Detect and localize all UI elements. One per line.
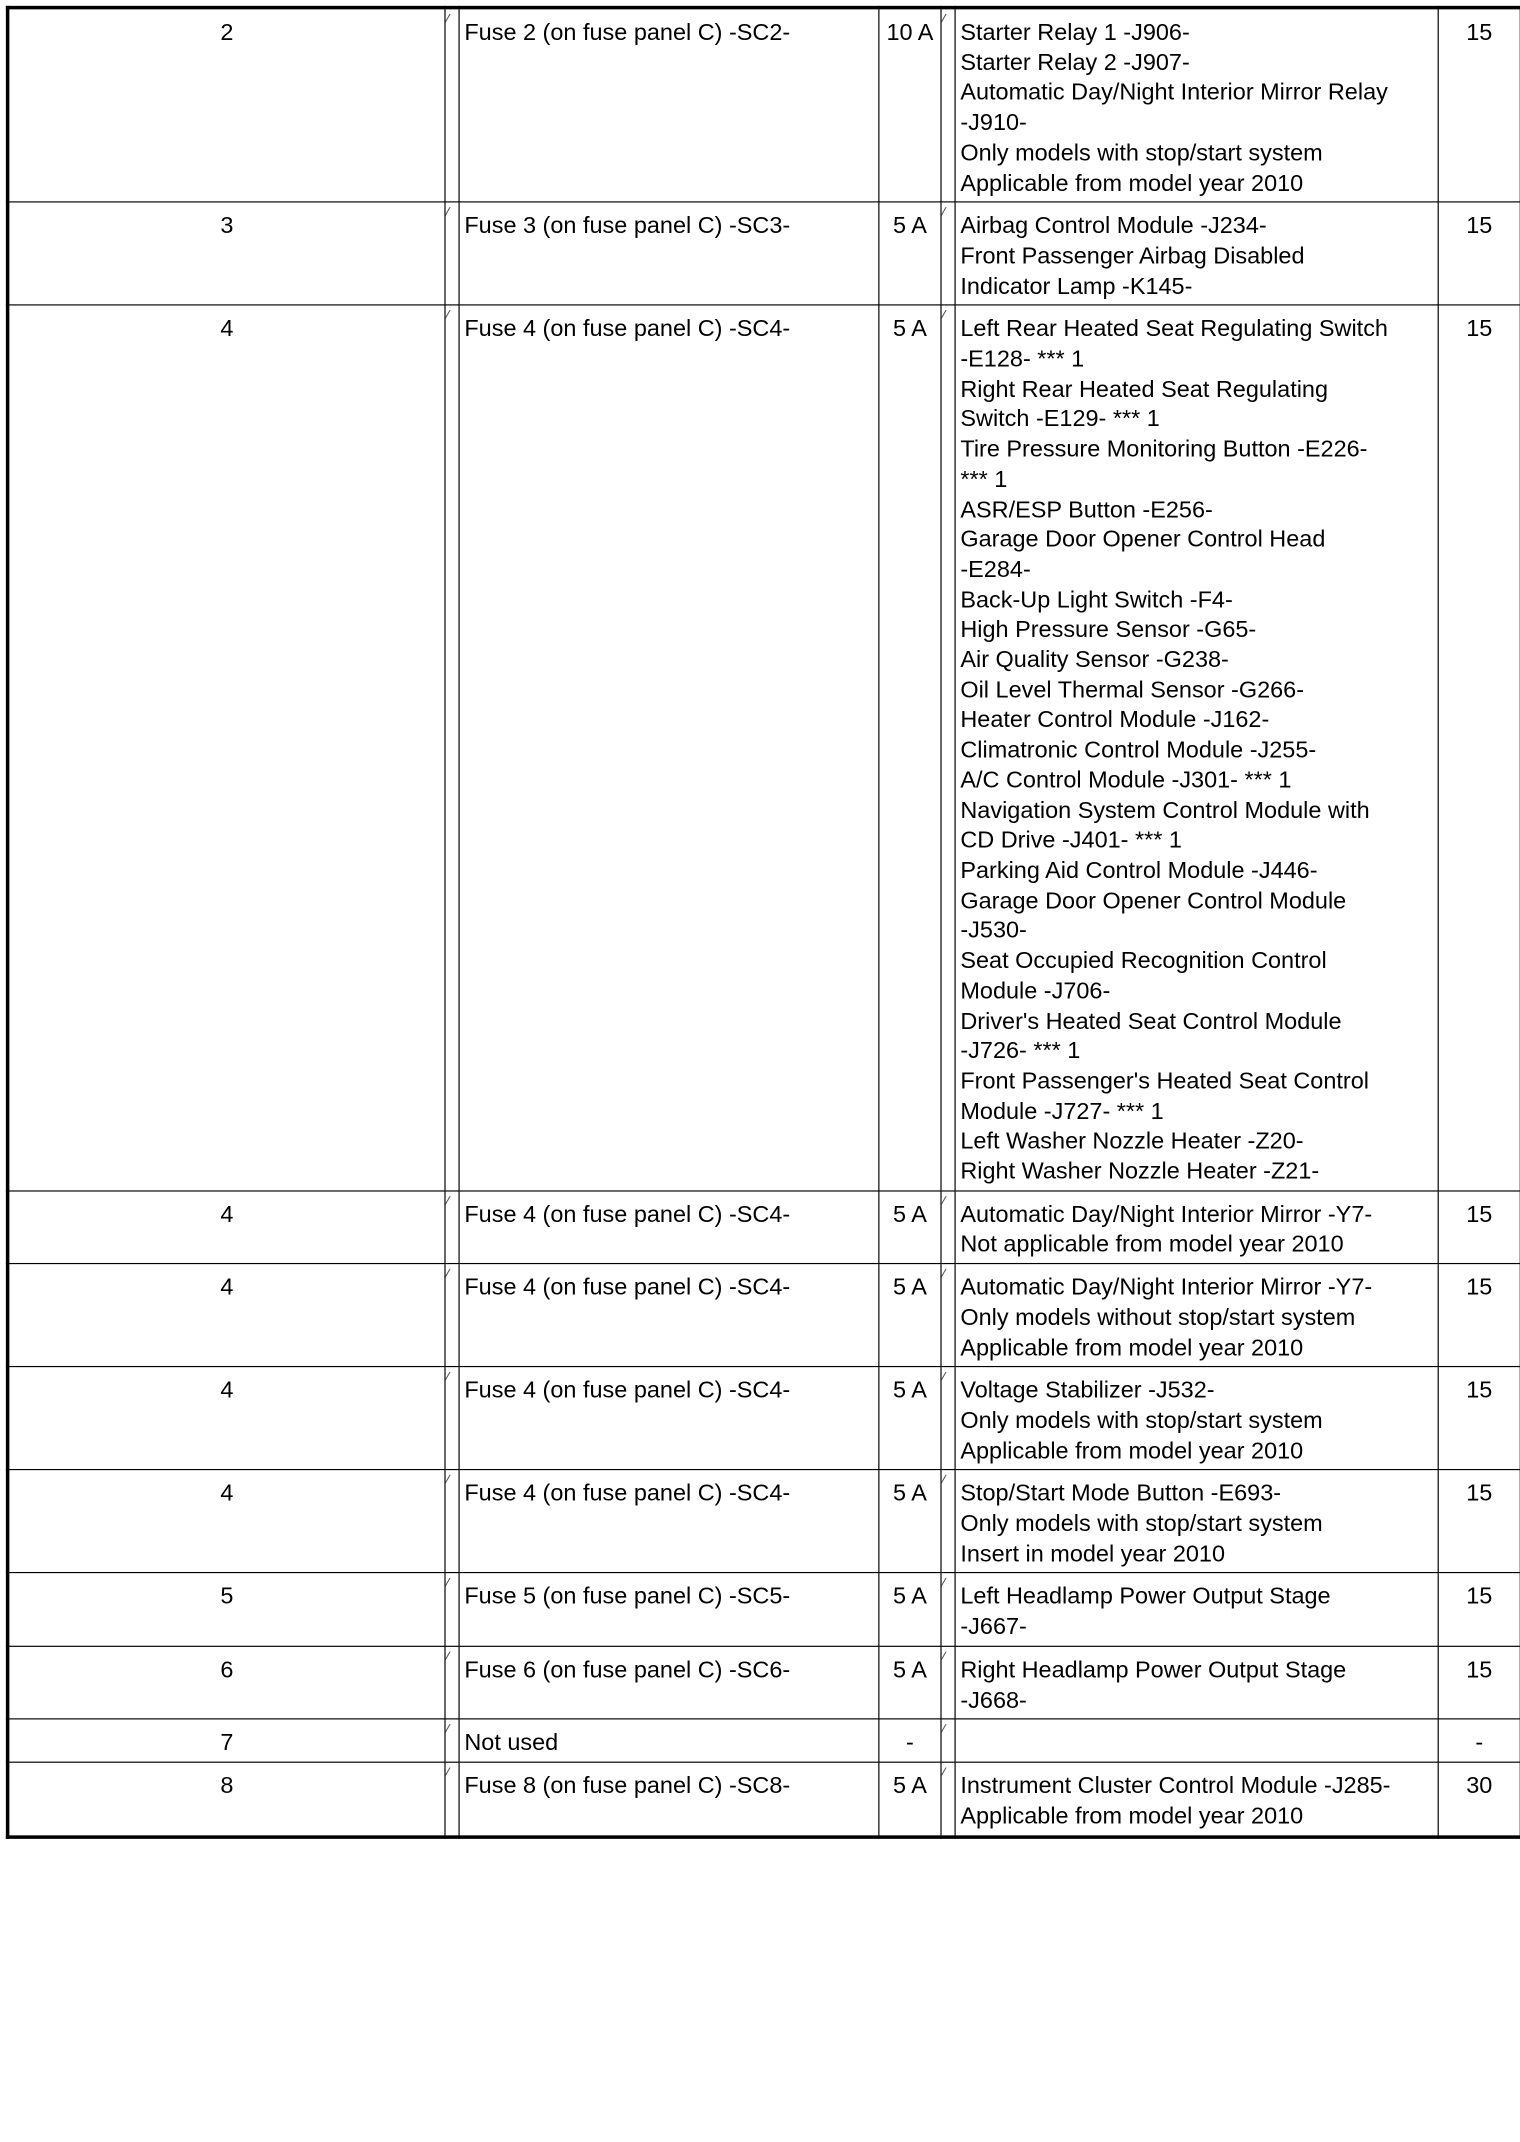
fuse-description-cell: Fuse 4 (on fuse panel C) -SC4- bbox=[459, 1367, 879, 1470]
fuse-number-cell: 6 bbox=[8, 1646, 445, 1719]
fuse-description-cell: Fuse 4 (on fuse panel C) -SC4- bbox=[459, 305, 879, 1190]
component-line: Automatic Day/Night Interior Mirror Relay bbox=[960, 80, 1388, 106]
row-marker-cell bbox=[941, 1762, 955, 1837]
table-row bbox=[8, 1367, 1520, 1470]
components-cell bbox=[955, 1470, 1438, 1573]
fuse-table bbox=[6, 6, 1520, 1839]
row-marker-cell bbox=[941, 1191, 955, 1264]
table-row bbox=[8, 8, 1520, 203]
component-line: Back-Up Light Switch -F4- bbox=[960, 587, 1233, 613]
component-line: Garage Door Opener Control Module bbox=[960, 888, 1347, 914]
component-line: Applicable from model year 2010 bbox=[960, 1438, 1304, 1464]
table-row bbox=[8, 305, 1520, 1190]
component-line: Driver's Heated Seat Control Module bbox=[960, 1008, 1342, 1035]
row-marker-cell bbox=[941, 1470, 955, 1573]
component-line: Left Headlamp Power Output Stage bbox=[960, 1584, 1331, 1610]
row-marker-cell bbox=[941, 1719, 955, 1762]
row-marker-cell bbox=[445, 1264, 459, 1367]
row-marker-cell bbox=[941, 1367, 955, 1470]
component-line: Only models with stop/start system bbox=[960, 140, 1323, 166]
component-line: Only models with stop/start system bbox=[960, 1511, 1323, 1537]
fuse-description-cell: Fuse 8 (on fuse panel C) -SC8- bbox=[459, 1762, 879, 1837]
component-line: -J667- bbox=[960, 1614, 1027, 1641]
terminal-cell: - bbox=[1438, 1719, 1520, 1762]
fuse-number-cell: 4 bbox=[8, 305, 445, 1190]
component-line: Stop/Start Mode Button -E693- bbox=[960, 1481, 1282, 1507]
table-row bbox=[8, 1719, 1520, 1762]
component-line: Oil Level Thermal Sensor -G266- bbox=[960, 677, 1305, 704]
fuse-number-cell: 4 bbox=[8, 1264, 445, 1367]
component-line: Left Rear Heated Seat Regulating Switch bbox=[960, 316, 1388, 343]
component-line: Applicable from model year 2010 bbox=[960, 170, 1304, 197]
fuse-amperage-cell: 5 A bbox=[879, 202, 941, 305]
component-line: -J530- bbox=[960, 918, 1027, 944]
fuse-table-body bbox=[8, 8, 1520, 1837]
component-line: Insert in model year 2010 bbox=[960, 1541, 1226, 1568]
component-line: Starter Relay 1 -J906- bbox=[960, 19, 1190, 46]
terminal-cell: 15 bbox=[1438, 1191, 1520, 1264]
fuse-description-cell: Fuse 6 (on fuse panel C) -SC6- bbox=[459, 1646, 879, 1719]
component-line: Seat Occupied Recognition Control bbox=[960, 948, 1327, 974]
component-line: -E128- *** 1 bbox=[960, 346, 1085, 373]
fuse-amperage-cell: 5 A bbox=[879, 1762, 941, 1837]
table-row bbox=[8, 1646, 1520, 1719]
fuse-number-cell: 3 bbox=[8, 202, 445, 305]
table-row bbox=[8, 1191, 1520, 1264]
component-line: Only models with stop/start system bbox=[960, 1408, 1323, 1434]
row-marker-cell bbox=[445, 1719, 459, 1762]
components-cell bbox=[955, 8, 1438, 203]
component-line: Front Passenger's Heated Seat Control bbox=[960, 1068, 1369, 1095]
components-cell bbox=[955, 1191, 1438, 1264]
row-marker-cell bbox=[445, 1573, 459, 1646]
row-marker-cell bbox=[445, 1191, 459, 1264]
fuse-number-cell: 8 bbox=[8, 1762, 445, 1837]
component-line: Module -J706- bbox=[960, 978, 1111, 1005]
fuse-amperage-cell: 5 A bbox=[879, 305, 941, 1190]
row-marker-cell bbox=[941, 1573, 955, 1646]
fuse-number-cell: 2 bbox=[8, 8, 445, 203]
fuse-number-cell: 4 bbox=[8, 1470, 445, 1573]
row-marker-cell bbox=[941, 1646, 955, 1719]
terminal-cell: 15 bbox=[1438, 8, 1520, 203]
table-row bbox=[8, 202, 1520, 305]
fuse-amperage-cell: 5 A bbox=[879, 1191, 941, 1264]
component-line: Not applicable from model year 2010 bbox=[960, 1231, 1344, 1258]
components-cell bbox=[955, 1719, 1438, 1762]
fuse-description-cell: Fuse 5 (on fuse panel C) -SC5- bbox=[459, 1573, 879, 1646]
component-line: Left Washer Nozzle Heater -Z20- bbox=[960, 1128, 1304, 1155]
components-cell bbox=[955, 1646, 1438, 1719]
component-line: -J668- bbox=[960, 1687, 1027, 1714]
fuse-number-cell: 4 bbox=[8, 1367, 445, 1470]
terminal-cell: 15 bbox=[1438, 202, 1520, 305]
fuse-description-cell: Fuse 4 (on fuse panel C) -SC4- bbox=[459, 1470, 879, 1573]
fuse-description-cell: Not used bbox=[459, 1719, 879, 1762]
fuse-number-cell: 5 bbox=[8, 1573, 445, 1646]
component-line: High Pressure Sensor -G65- bbox=[960, 617, 1257, 644]
component-line: ASR/ESP Button -E256- bbox=[960, 496, 1213, 523]
row-marker-cell bbox=[445, 1470, 459, 1573]
terminal-cell: 15 bbox=[1438, 305, 1520, 1190]
table-row bbox=[8, 1470, 1520, 1573]
fuse-amperage-cell: 5 A bbox=[879, 1646, 941, 1719]
component-line: Garage Door Opener Control Head bbox=[960, 527, 1326, 553]
component-line: Voltage Stabilizer -J532- bbox=[960, 1377, 1215, 1404]
component-line: Applicable from model year 2010 bbox=[960, 1803, 1304, 1830]
row-marker-cell bbox=[445, 202, 459, 305]
fuse-description-cell: Fuse 2 (on fuse panel C) -SC2- bbox=[459, 8, 879, 203]
terminal-cell: 15 bbox=[1438, 1367, 1520, 1470]
fuse-number-cell: 7 bbox=[8, 1719, 445, 1762]
fuse-amperage-cell: 5 A bbox=[879, 1264, 941, 1367]
fuse-amperage-cell: 10 A bbox=[879, 8, 941, 203]
fuse-amperage-cell: 5 A bbox=[879, 1367, 941, 1470]
component-line: Front Passenger Airbag Disabled bbox=[960, 243, 1305, 270]
fuse-description-cell: Fuse 4 (on fuse panel C) -SC4- bbox=[459, 1264, 879, 1367]
components-cell bbox=[955, 1573, 1438, 1646]
fuse-description-cell: Fuse 4 (on fuse panel C) -SC4- bbox=[459, 1191, 879, 1264]
component-line: Automatic Day/Night Interior Mirror -Y7- bbox=[960, 1201, 1373, 1228]
terminal-cell: 15 bbox=[1438, 1646, 1520, 1719]
fuse-amperage-cell: 5 A bbox=[879, 1470, 941, 1573]
component-line: *** 1 bbox=[960, 466, 1008, 493]
terminal-cell: 15 bbox=[1438, 1573, 1520, 1646]
components-cell bbox=[955, 1367, 1438, 1470]
row-marker-cell bbox=[941, 202, 955, 305]
table-row bbox=[8, 1573, 1520, 1646]
row-marker-cell bbox=[941, 1264, 955, 1367]
component-line: Heater Control Module -J162- bbox=[960, 707, 1270, 734]
component-line: Air Quality Sensor -G238- bbox=[960, 647, 1229, 674]
table-row bbox=[8, 1762, 1520, 1837]
component-line: Right Headlamp Power Output Stage bbox=[960, 1657, 1347, 1684]
component-line: Automatic Day/Night Interior Mirror -Y7- bbox=[960, 1274, 1373, 1301]
component-line: Climatronic Control Module -J255- bbox=[960, 737, 1317, 764]
row-marker-cell bbox=[445, 8, 459, 203]
row-marker-cell bbox=[445, 305, 459, 1190]
component-line: Applicable from model year 2010 bbox=[960, 1334, 1304, 1361]
terminal-cell: 15 bbox=[1438, 1470, 1520, 1573]
fuse-description-cell: Fuse 3 (on fuse panel C) -SC3- bbox=[459, 202, 879, 305]
component-line: Navigation System Control Module with bbox=[960, 797, 1370, 824]
terminal-cell: 30 bbox=[1438, 1762, 1520, 1837]
component-line: Module -J727- *** 1 bbox=[960, 1098, 1164, 1125]
row-marker-cell bbox=[941, 305, 955, 1190]
component-line: Starter Relay 2 -J907- bbox=[960, 49, 1190, 76]
terminal-cell: 15 bbox=[1438, 1264, 1520, 1367]
components-cell bbox=[955, 1264, 1438, 1367]
component-line: CD Drive -J401- *** 1 bbox=[960, 827, 1182, 854]
table-row bbox=[8, 1264, 1520, 1367]
component-line: Tire Pressure Monitoring Button -E226- bbox=[960, 436, 1368, 463]
component-line: Right Rear Heated Seat Regulating bbox=[960, 376, 1329, 403]
component-line: A/C Control Module -J301- *** 1 bbox=[960, 767, 1292, 794]
component-line: Airbag Control Module -J234- bbox=[960, 213, 1267, 240]
row-marker-cell bbox=[445, 1762, 459, 1837]
components-cell bbox=[955, 1762, 1438, 1837]
component-line: -J910- bbox=[960, 110, 1027, 136]
component-line: Indicator Lamp -K145- bbox=[960, 273, 1193, 300]
components-cell bbox=[955, 305, 1438, 1190]
components-cell bbox=[955, 202, 1438, 305]
component-line: Switch -E129- *** 1 bbox=[960, 406, 1160, 433]
row-marker-cell bbox=[445, 1367, 459, 1470]
fuse-amperage-cell: - bbox=[879, 1719, 941, 1762]
row-marker-cell bbox=[941, 8, 955, 203]
component-line: Parking Aid Control Module -J446- bbox=[960, 857, 1318, 884]
row-marker-cell bbox=[445, 1646, 459, 1719]
fuse-amperage-cell: 5 A bbox=[879, 1573, 941, 1646]
component-line: -E284- bbox=[960, 557, 1031, 583]
component-line: Right Washer Nozzle Heater -Z21- bbox=[960, 1158, 1320, 1185]
component-line: Instrument Cluster Control Module -J285- bbox=[960, 1773, 1391, 1800]
component-line: -J726- *** 1 bbox=[960, 1038, 1081, 1065]
component-line: Only models without stop/start system bbox=[960, 1304, 1356, 1331]
fuse-number-cell: 4 bbox=[8, 1191, 445, 1264]
